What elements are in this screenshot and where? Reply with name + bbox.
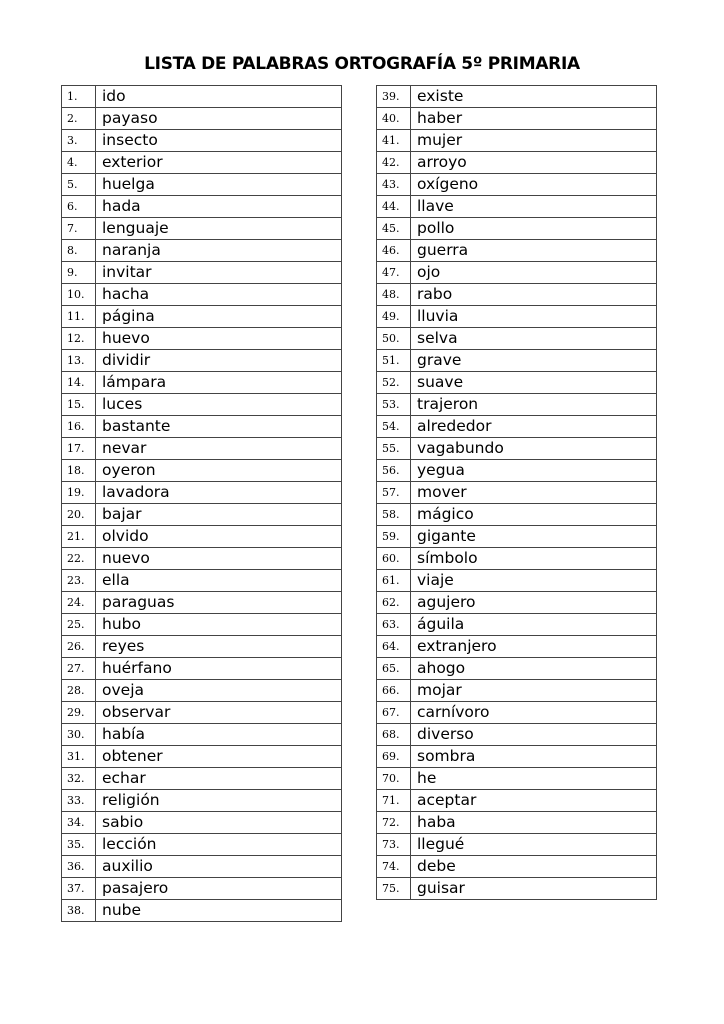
word-cell: sombra <box>411 746 657 768</box>
word-number: 42. <box>377 152 411 174</box>
word-number: 26. <box>62 636 96 658</box>
word-number: 47. <box>377 262 411 284</box>
table-row <box>62 614 342 636</box>
word-cell: bajar <box>96 504 342 526</box>
word-cell: águila <box>411 614 657 636</box>
word-number: 4. <box>62 152 96 174</box>
table-row <box>377 86 657 108</box>
table-row <box>377 438 657 460</box>
word-cell: llegué <box>411 834 657 856</box>
word-cell: lenguaje <box>96 218 342 240</box>
word-number: 51. <box>377 350 411 372</box>
word-number: 60. <box>377 548 411 570</box>
table-row <box>62 570 342 592</box>
word-cell: alrededor <box>411 416 657 438</box>
word-number: 39. <box>377 86 411 108</box>
table-row <box>62 174 342 196</box>
word-cell: dividir <box>96 350 342 372</box>
word-cell: símbolo <box>411 548 657 570</box>
table-row <box>62 702 342 724</box>
table-row <box>62 460 342 482</box>
word-cell: ella <box>96 570 342 592</box>
table-row <box>377 812 657 834</box>
table-row <box>62 130 342 152</box>
table-row <box>62 680 342 702</box>
word-cell: grave <box>411 350 657 372</box>
table-row <box>62 790 342 812</box>
word-cell: sabio <box>96 812 342 834</box>
word-cell: pasajero <box>96 878 342 900</box>
word-cell: naranja <box>96 240 342 262</box>
word-cell: ojo <box>411 262 657 284</box>
word-number: 6. <box>62 196 96 218</box>
table-row <box>377 218 657 240</box>
word-number: 56. <box>377 460 411 482</box>
table-row <box>62 372 342 394</box>
table-row <box>62 812 342 834</box>
word-number: 33. <box>62 790 96 812</box>
word-number: 24. <box>62 592 96 614</box>
word-table-left <box>61 85 342 922</box>
word-cell: yegua <box>411 460 657 482</box>
word-cell: mojar <box>411 680 657 702</box>
word-cell: selva <box>411 328 657 350</box>
table-row <box>62 504 342 526</box>
table-row <box>62 592 342 614</box>
word-cell: aceptar <box>411 790 657 812</box>
word-cell: oyeron <box>96 460 342 482</box>
table-row <box>377 482 657 504</box>
table-row <box>377 856 657 878</box>
table-row <box>377 592 657 614</box>
word-cell: haba <box>411 812 657 834</box>
word-number: 14. <box>62 372 96 394</box>
word-number: 48. <box>377 284 411 306</box>
word-cell: lámpara <box>96 372 342 394</box>
word-cell: obtener <box>96 746 342 768</box>
table-row <box>377 878 657 900</box>
word-number: 21. <box>62 526 96 548</box>
word-number: 36. <box>62 856 96 878</box>
word-number: 32. <box>62 768 96 790</box>
word-number: 49. <box>377 306 411 328</box>
table-row <box>62 262 342 284</box>
word-cell: exterior <box>96 152 342 174</box>
table-row <box>62 108 342 130</box>
page-title: LISTA DE PALABRAS ORTOGRAFÍA 5º PRIMARIA <box>144 54 580 74</box>
table-row <box>62 196 342 218</box>
word-cell: religión <box>96 790 342 812</box>
word-number: 59. <box>377 526 411 548</box>
table-row <box>62 834 342 856</box>
table-row <box>377 570 657 592</box>
word-cell: extranjero <box>411 636 657 658</box>
word-number: 58. <box>377 504 411 526</box>
table-row <box>377 746 657 768</box>
table-row <box>377 504 657 526</box>
word-cell: existe <box>411 86 657 108</box>
word-number: 65. <box>377 658 411 680</box>
table-row <box>377 658 657 680</box>
word-number: 54. <box>377 416 411 438</box>
word-number: 70. <box>377 768 411 790</box>
word-cell: mujer <box>411 130 657 152</box>
word-number: 66. <box>377 680 411 702</box>
word-number: 10. <box>62 284 96 306</box>
word-cell: hubo <box>96 614 342 636</box>
word-cell: gigante <box>411 526 657 548</box>
table-row <box>377 790 657 812</box>
word-cell: nevar <box>96 438 342 460</box>
word-cell: rabo <box>411 284 657 306</box>
word-number: 34. <box>62 812 96 834</box>
word-cell: llave <box>411 196 657 218</box>
word-number: 69. <box>377 746 411 768</box>
word-number: 8. <box>62 240 96 262</box>
word-cell: huevo <box>96 328 342 350</box>
word-number: 13. <box>62 350 96 372</box>
word-number: 30. <box>62 724 96 746</box>
word-number: 63. <box>377 614 411 636</box>
table-row <box>377 284 657 306</box>
word-cell: pollo <box>411 218 657 240</box>
word-number: 67. <box>377 702 411 724</box>
table-row <box>377 724 657 746</box>
word-number: 75. <box>377 878 411 900</box>
word-number: 23. <box>62 570 96 592</box>
table-row <box>377 350 657 372</box>
word-cell: había <box>96 724 342 746</box>
word-number: 62. <box>377 592 411 614</box>
table-row <box>62 350 342 372</box>
word-cell: ido <box>96 86 342 108</box>
table-row <box>377 174 657 196</box>
word-cell: diverso <box>411 724 657 746</box>
word-cell: debe <box>411 856 657 878</box>
word-cell: página <box>96 306 342 328</box>
table-row <box>62 878 342 900</box>
word-cell: lluvia <box>411 306 657 328</box>
word-cell: lavadora <box>96 482 342 504</box>
word-cell: carnívoro <box>411 702 657 724</box>
word-number: 11. <box>62 306 96 328</box>
word-number: 27. <box>62 658 96 680</box>
word-cell: oveja <box>96 680 342 702</box>
word-number: 18. <box>62 460 96 482</box>
table-row <box>377 548 657 570</box>
word-number: 73. <box>377 834 411 856</box>
word-number: 52. <box>377 372 411 394</box>
table-row <box>377 152 657 174</box>
word-cell: mover <box>411 482 657 504</box>
word-cell: mágico <box>411 504 657 526</box>
table-row <box>62 636 342 658</box>
table-row <box>377 680 657 702</box>
word-number: 19. <box>62 482 96 504</box>
word-number: 64. <box>377 636 411 658</box>
word-cell: lección <box>96 834 342 856</box>
table-row <box>377 636 657 658</box>
table-row <box>62 394 342 416</box>
word-cell: paraguas <box>96 592 342 614</box>
word-cell: vagabundo <box>411 438 657 460</box>
word-cell: agujero <box>411 592 657 614</box>
word-number: 68. <box>377 724 411 746</box>
word-cell: trajeron <box>411 394 657 416</box>
word-cell: observar <box>96 702 342 724</box>
word-cell: hacha <box>96 284 342 306</box>
table-row <box>377 262 657 284</box>
word-number: 44. <box>377 196 411 218</box>
table-row <box>377 394 657 416</box>
word-number: 46. <box>377 240 411 262</box>
word-number: 7. <box>62 218 96 240</box>
word-cell: haber <box>411 108 657 130</box>
table-row <box>62 306 342 328</box>
word-number: 1. <box>62 86 96 108</box>
table-row <box>62 724 342 746</box>
word-cell: olvido <box>96 526 342 548</box>
table-row <box>377 526 657 548</box>
word-number: 37. <box>62 878 96 900</box>
word-number: 22. <box>62 548 96 570</box>
word-cell: guerra <box>411 240 657 262</box>
word-number: 31. <box>62 746 96 768</box>
word-cell: oxígeno <box>411 174 657 196</box>
table-row <box>62 548 342 570</box>
table-row <box>62 152 342 174</box>
word-number: 29. <box>62 702 96 724</box>
word-number: 55. <box>377 438 411 460</box>
word-number: 71. <box>377 790 411 812</box>
table-row <box>62 856 342 878</box>
table-row <box>62 746 342 768</box>
word-number: 17. <box>62 438 96 460</box>
word-cell: huelga <box>96 174 342 196</box>
word-number: 9. <box>62 262 96 284</box>
table-row <box>377 196 657 218</box>
word-cell: bastante <box>96 416 342 438</box>
word-number: 53. <box>377 394 411 416</box>
word-number: 40. <box>377 108 411 130</box>
table-row <box>377 768 657 790</box>
table-row <box>377 416 657 438</box>
word-cell: huérfano <box>96 658 342 680</box>
table-row <box>377 834 657 856</box>
table-row <box>62 438 342 460</box>
word-number: 15. <box>62 394 96 416</box>
word-number: 2. <box>62 108 96 130</box>
table-row <box>62 768 342 790</box>
table-row <box>62 482 342 504</box>
word-number: 43. <box>377 174 411 196</box>
table-row <box>377 460 657 482</box>
word-number: 20. <box>62 504 96 526</box>
word-number: 16. <box>62 416 96 438</box>
table-row <box>377 240 657 262</box>
word-number: 35. <box>62 834 96 856</box>
word-cell: arroyo <box>411 152 657 174</box>
word-cell: ahogo <box>411 658 657 680</box>
word-cell: hada <box>96 196 342 218</box>
word-number: 25. <box>62 614 96 636</box>
table-row <box>62 658 342 680</box>
word-number: 61. <box>377 570 411 592</box>
word-cell: he <box>411 768 657 790</box>
word-cell: guisar <box>411 878 657 900</box>
table-row <box>377 108 657 130</box>
word-number: 12. <box>62 328 96 350</box>
word-cell: invitar <box>96 262 342 284</box>
word-number: 74. <box>377 856 411 878</box>
table-row <box>377 306 657 328</box>
table-row <box>377 372 657 394</box>
table-row <box>62 900 342 922</box>
table-row <box>377 702 657 724</box>
table-row <box>62 86 342 108</box>
word-cell: insecto <box>96 130 342 152</box>
word-cell: suave <box>411 372 657 394</box>
table-row <box>62 328 342 350</box>
word-cell: viaje <box>411 570 657 592</box>
word-number: 3. <box>62 130 96 152</box>
word-number: 72. <box>377 812 411 834</box>
table-row <box>62 284 342 306</box>
table-row <box>62 526 342 548</box>
word-cell: reyes <box>96 636 342 658</box>
word-cell: nuevo <box>96 548 342 570</box>
table-row <box>62 416 342 438</box>
word-number: 50. <box>377 328 411 350</box>
word-cell: payaso <box>96 108 342 130</box>
table-row <box>377 328 657 350</box>
word-number: 38. <box>62 900 96 922</box>
word-number: 28. <box>62 680 96 702</box>
word-number: 57. <box>377 482 411 504</box>
table-row <box>62 218 342 240</box>
table-row <box>62 240 342 262</box>
table-row <box>377 130 657 152</box>
word-number: 5. <box>62 174 96 196</box>
table-row <box>377 614 657 636</box>
word-number: 45. <box>377 218 411 240</box>
word-cell: nube <box>96 900 342 922</box>
word-table-right <box>376 85 657 900</box>
word-cell: luces <box>96 394 342 416</box>
word-cell: echar <box>96 768 342 790</box>
word-cell: auxilio <box>96 856 342 878</box>
word-number: 41. <box>377 130 411 152</box>
